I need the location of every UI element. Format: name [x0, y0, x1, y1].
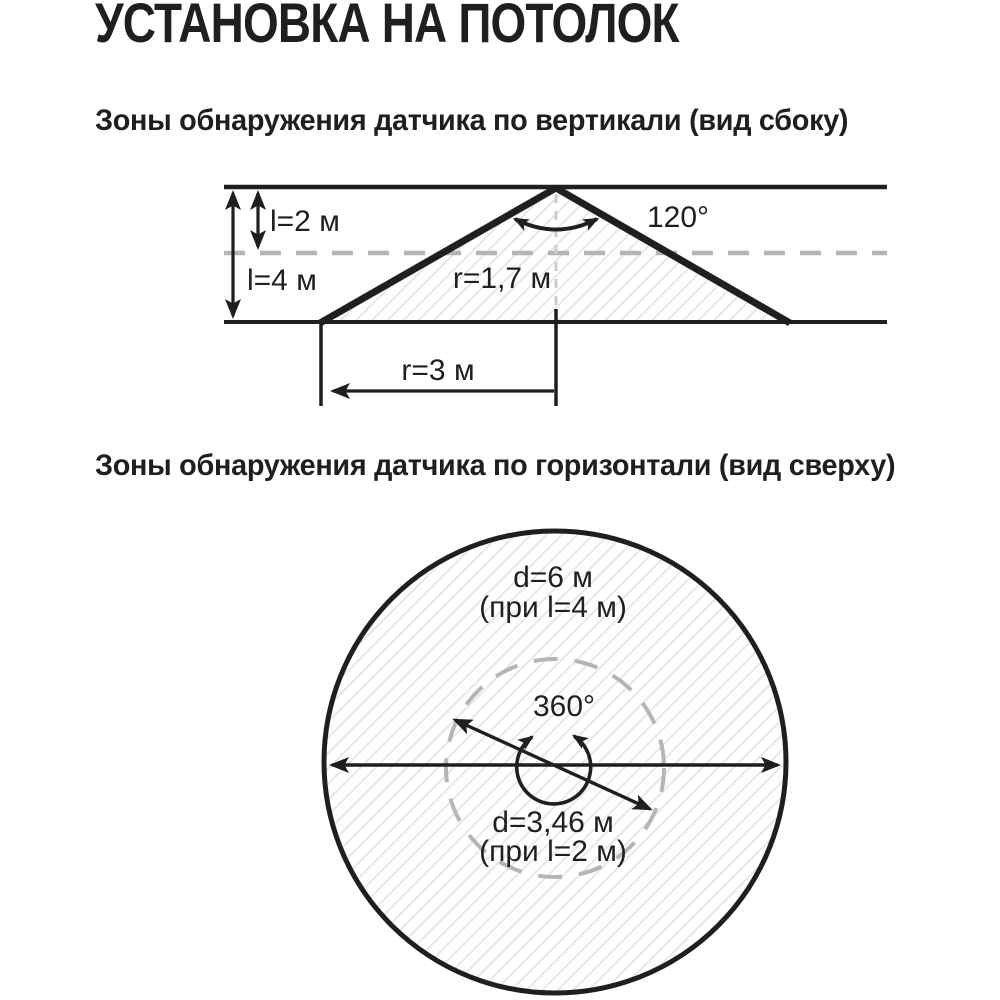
page-title: УСТАНОВКА НА ПОТОЛОК	[95, 0, 679, 54]
top-view-diagram	[324, 531, 786, 993]
label-angle-120: 120°	[646, 201, 710, 234]
vertical-view-subtitle: Зоны обнаружения датчика по вертикали (вид сбоку)	[95, 104, 849, 137]
label-height-2m: l=2 м	[270, 205, 340, 238]
top-view-subtitle: Зоны обнаружения датчика по горизонтали (вид сверху)	[95, 449, 896, 482]
label-outer-diameter: d=6 м	[513, 561, 593, 594]
label-inner-diameter: d=3,46 м	[492, 806, 614, 839]
label-outer-diameter-condition: (при l=4 м)	[479, 591, 627, 624]
side-view-diagram	[224, 187, 887, 406]
label-radius-3m: r=3 м	[401, 354, 475, 387]
label-radius-1-7m: r=1,7 м	[452, 262, 552, 295]
label-height-4m: l=4 м	[247, 264, 317, 297]
label-inner-diameter-condition: (при l=2 м)	[479, 835, 627, 868]
label-rotation-angle: 360°	[532, 690, 596, 723]
